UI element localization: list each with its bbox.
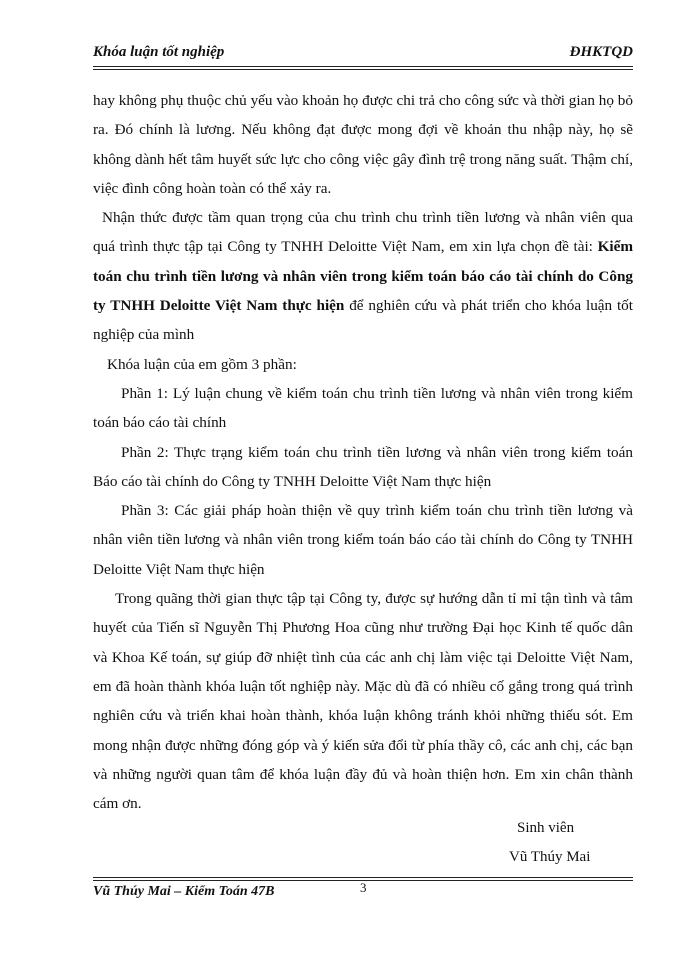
page-header (93, 44, 633, 66)
footer-rule (93, 877, 633, 878)
signature-role: Sinh viên (517, 820, 575, 836)
paragraph-part-1: Phần 1: Lý luận chung về kiểm toán chu trình tiền lương và nhân viên trong kiểm toán báo cáo tài chính (93, 384, 633, 432)
header-title: Khóa luận tốt nghiệp (93, 44, 225, 60)
topic-text-end: để nghiên cứu và phát triển cho khóa luận tốt nghiệp của mình (93, 297, 633, 344)
paragraph-topic (93, 203, 633, 349)
topic-title: Kiểm toán chu trình tiền lương và nhân viên trong kiểm toán báo cáo tài chính do Công ty TNHH Deloitte Việt Nam thực hiện (93, 238, 633, 315)
paragraph-part-2: Phần 2: Thực trạng kiểm toán chu trình tiền lương và nhân viên trong kiểm toán Báo cáo tài chính do Công ty TNHH Deloitte Việt Nam thực hiện (93, 443, 633, 490)
header-rule-thin (93, 69, 633, 70)
footer-author: Vũ Thúy Mai – Kiểm Toán 47B (93, 884, 275, 899)
header-rule (93, 66, 633, 67)
paragraph-part-3: Phần 3: Các giải pháp hoàn thiện về quy trình kiểm toán chu trình tiền lương và nhân viên tiền lương và nhân viên trong kiểm toán báo cáo tài chính do Công ty TNHH Deloitte Việt Nam thực hiện (93, 502, 633, 578)
signature-name: Vũ Thúy Mai (509, 849, 591, 865)
page-number: 3 (360, 880, 367, 895)
header-university: ĐHKTQD (569, 44, 633, 60)
paragraph-intro: hay không phụ thuộc chủ yếu vào khoản họ được chi trả cho công sức và thời gian họ bỏ ra. Đó chính là lương. Nếu không đạt được mong đợi về khoản thu nhập này, họ sẽ không dành hết tâm huyết sức lực cho công việc gây đình trệ trong năng suất. Thậm chí, việc đình công hoàn toàn có thể xảy ra. (93, 92, 633, 197)
body-text (93, 86, 633, 818)
paragraph-structure: Khóa luận của em gồm 3 phần: (107, 355, 297, 373)
paragraph-acknowledgement: Trong quãng thời gian thực tập tại Công ty, được sự hướng dẫn tỉ mỉ tận tình và tâm huyết của Tiến sĩ Nguyễn Thị Phương Hoa cũng như trường Đại học Kinh tế quốc dân và Khoa Kế toán, sự giúp đỡ nhiệt tình của các anh chị làm việc tại Deloitte Việt Nam, em đã hoàn thành khóa luận tốt nghiệp này. Mặc dù đã có nhiều cố gắng trong quá trình nghiên cứu và triển khai hoàn thành, khóa luận không tránh khỏi những thiếu sót. Em mong nhận được những đóng góp và ý kiến sửa đổi từ phía thầy cô, các anh chị, các bạn và những người quan tâm để khóa luận đầy đủ và hoàn thiện hơn. Em xin chân thành cám ơn. (93, 590, 633, 813)
topic-text-start: Nhận thức được tầm quan trọng của chu trình chu trình tiền lương và nhân viên qua quá trình thực tập tại Công ty TNHH Deloitte Việt Nam, em xin lựa chọn đề tài: (93, 209, 633, 256)
